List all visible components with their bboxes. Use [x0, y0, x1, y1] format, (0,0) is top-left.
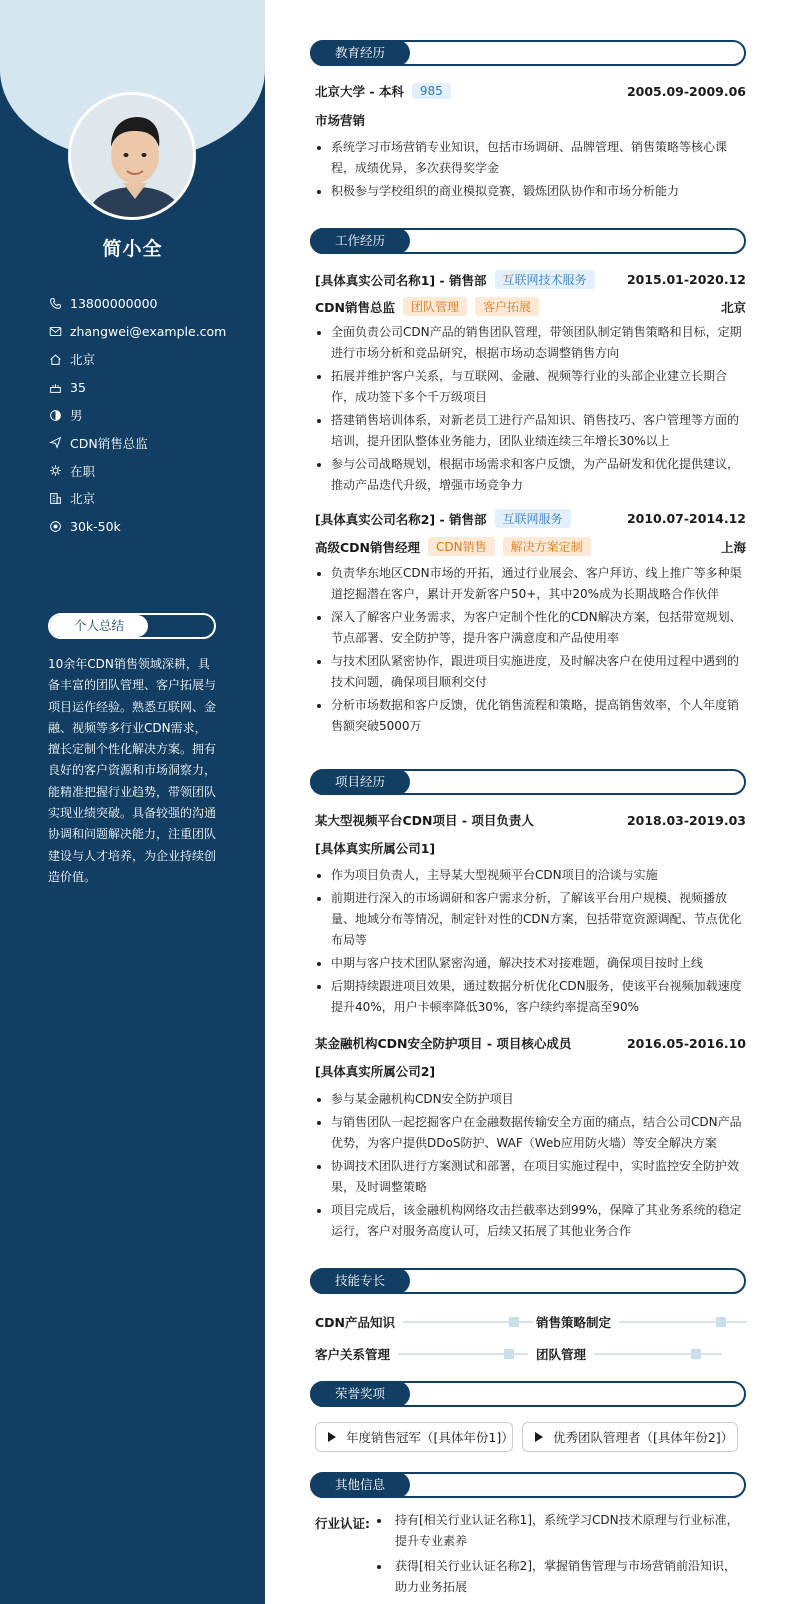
- certification-list: [373, 1510, 747, 1602]
- gender-icon: [48, 408, 62, 422]
- list-item: 负责华东地区CDN市场的开拓，通过行业展会、客户拜访、线上推广等多种渠道挖掘潜在客户，累计开发新客户50+，其中20%成为长期战略合作伙伴: [315, 563, 746, 605]
- job-bullets: [315, 322, 746, 498]
- list-item: 与销售团队一起挖掘客户在金融数据传输安全方面的痛点，结合公司CDN产品优势，为客户提供DDoS防护、WAF（Web应用防火墙）等安全解决方案: [315, 1112, 746, 1154]
- project-date: 2018.03-2019.03: [626, 812, 746, 828]
- info-text: 13800000000: [70, 296, 158, 312]
- school-name: 北京大学 - 本科: [315, 84, 404, 99]
- list-item: 拓展并维护客户关系，与互联网、金融、视频等行业的头部企业建立长期合作，成功签下多个千万级项目: [315, 366, 746, 408]
- info-text: 北京: [70, 352, 96, 368]
- phone-icon: [48, 297, 62, 311]
- projects-section-title: [310, 769, 746, 795]
- award-text: 优秀团队管理者（[具体年份2]）: [553, 1430, 734, 1445]
- skill-name: 团队管理: [536, 1347, 587, 1362]
- personal-summary: 10余年CDN销售领域深耕，具备丰富的团队管理、客户拓展与项目运作经验。熟悉互联网、金融、视频等多行业CDN需求，擅长定制个性化解决方案。拥有良好的客户资源和市场洞察力，能精准把握行业趋势，带领团队实现业绩突破。具备较强的沟通协调和问题解决能力，注重团队建设与人才培养，为企业持续创造价值。: [48, 657, 217, 884]
- section-title-label: 其他信息: [310, 1472, 410, 1498]
- skill-level-marker: [691, 1349, 701, 1359]
- section-title-label: 技能专长: [310, 1268, 410, 1294]
- play-icon: [328, 1432, 336, 1442]
- skill-name: 销售策略制定: [536, 1315, 612, 1330]
- age-icon: [48, 380, 62, 394]
- info-age: [48, 373, 248, 401]
- skills-section-title: [310, 1268, 746, 1294]
- info-email: [48, 318, 248, 346]
- send-icon: [48, 436, 62, 450]
- info-text: 30k-50k: [70, 518, 121, 534]
- company-name: [具体真实公司名称1] - 销售部: [315, 272, 487, 288]
- work-section-title: [310, 228, 746, 254]
- certification-label: 行业认证:: [315, 1516, 370, 1531]
- awards-section-title: [310, 1381, 746, 1407]
- job-position: 高级CDN销售经理: [315, 539, 421, 555]
- project-header: [315, 811, 746, 829]
- education-date: 2005.09-2009.06: [626, 83, 746, 99]
- major: 市场营销: [315, 113, 366, 128]
- project-header: [315, 1034, 746, 1052]
- list-item: 积极参与学校组织的商业模拟竞赛，锻炼团队协作和市场分析能力: [315, 181, 746, 202]
- info-city: [48, 485, 248, 513]
- list-item: 分析市场数据和客户反馈，优化销售流程和策略，提高销售效率，个人年度销售额突破5000万: [315, 695, 746, 737]
- skill-item: [536, 1345, 722, 1363]
- industry-tag: 互联网服务: [495, 509, 571, 528]
- building-icon: [48, 491, 62, 505]
- job-city: 上海: [720, 539, 746, 555]
- list-item: 作为项目负责人，主导某大型视频平台CDN项目的洽谈与实施: [315, 865, 746, 886]
- skill-tag: CDN销售: [428, 537, 495, 556]
- list-item: 前期进行深入的市场调研和客户需求分析，了解该平台用户规模、视频播放量、地域分布等情况，制定针对性的CDN方案，包括带宽资源调配、节点优化布局等: [315, 888, 746, 951]
- info-salary: [48, 512, 248, 540]
- mail-icon: [48, 325, 62, 339]
- sidebar: [0, 0, 265, 1604]
- skill-level-bar: [594, 1353, 722, 1355]
- play-icon: [535, 1432, 543, 1442]
- info-gender: [48, 401, 248, 429]
- list-item: 中期与客户技术团队紧密沟通，解决技术对接难题，确保项目按时上线: [315, 953, 746, 974]
- info-text: 北京: [70, 491, 96, 507]
- person-name: 简小全: [102, 238, 163, 260]
- info-location: [48, 346, 248, 374]
- project-bullets: [315, 1089, 746, 1244]
- education-bullets: [315, 137, 746, 204]
- status-icon: [48, 464, 62, 478]
- skill-item: [315, 1313, 533, 1331]
- company-name: [具体真实公司名称2] - 销售部: [315, 511, 487, 527]
- list-item: 获得[相关行业认证名称2]，掌握销售管理与市场营销前沿知识，助力业务拓展: [373, 1556, 747, 1598]
- info-text: 35: [70, 379, 86, 395]
- job-bullets: [315, 563, 746, 739]
- job-date: 2015.01-2020.12: [626, 272, 746, 287]
- project-company: [具体真实所属公司1]: [315, 841, 436, 856]
- list-item: 全面负责公司CDN产品的销售团队管理，带领团队制定销售策略和目标，定期进行市场分析和竞品研究，根据市场动态调整销售方向: [315, 322, 746, 364]
- skill-level-bar: [619, 1321, 747, 1323]
- award-item: [315, 1422, 513, 1452]
- job-city: 北京: [720, 299, 746, 315]
- skill-item: [315, 1345, 528, 1363]
- job-header: [315, 509, 746, 528]
- school-tag: 985: [412, 83, 451, 99]
- skill-name: 客户关系管理: [315, 1347, 391, 1362]
- skill-level-bar: [403, 1321, 533, 1323]
- skill-tag: 团队管理: [403, 297, 467, 316]
- avatar: [68, 92, 196, 220]
- contact-info-list: [48, 290, 248, 540]
- section-title-label: 教育经历: [310, 40, 410, 66]
- section-title-label: 项目经历: [310, 769, 410, 795]
- list-item: 与技术团队紧密协作，跟进项目实施进度，及时解决客户在使用过程中遇到的技术问题，确保项目顺利交付: [315, 651, 746, 693]
- project-company: [具体真实所属公司2]: [315, 1064, 436, 1079]
- education-section-title: [310, 40, 746, 66]
- info-status: [48, 457, 248, 485]
- summary-section-title: [48, 613, 216, 639]
- list-item: 搭建销售培训体系，对新老员工进行产品知识、销售技巧、客户管理等方面的培训，提升团队整体业务能力，团队业绩连续三年增长30%以上: [315, 410, 746, 452]
- job-subheader: [315, 297, 746, 316]
- project-bullets: [315, 865, 746, 1020]
- home-icon: [48, 352, 62, 366]
- list-item: 持有[相关行业认证名称1]，系统学习CDN技术原理与行业标准，提升专业素养: [373, 1510, 747, 1552]
- award-item: [522, 1422, 738, 1452]
- industry-tag: 互联网技术服务: [495, 270, 595, 289]
- job-header: [315, 270, 746, 289]
- skill-item: [536, 1313, 747, 1331]
- skill-name: CDN产品知识: [315, 1315, 396, 1330]
- info-text: CDN销售总监: [70, 435, 148, 451]
- award-text: 年度销售冠军（[具体年份1]）: [346, 1430, 514, 1445]
- skill-tag: 客户拓展: [475, 297, 539, 316]
- section-title-label: 荣誉奖项: [310, 1381, 410, 1407]
- info-text: 男: [70, 408, 83, 424]
- list-item: 项目完成后，该金融机构网络攻击拦截率达到99%，保障了其业务系统的稳定运行，客户对服务高度认可，后续又拓展了其他业务合作: [315, 1200, 746, 1242]
- skill-tag: 解决方案定制: [503, 537, 591, 556]
- list-item: 系统学习市场营销专业知识，包括市场调研、品牌管理、销售策略等核心课程，成绩优异，多次获得奖学金: [315, 137, 746, 179]
- info-phone: [48, 290, 248, 318]
- skill-level-bar: [398, 1353, 528, 1355]
- list-item: 后期持续跟进项目效果，通过数据分析优化CDN服务，使该平台视频加载速度提升40%，用户卡顿率降低30%，客户续约率提高至90%: [315, 976, 746, 1018]
- job-date: 2010.07-2014.12: [626, 511, 746, 526]
- skill-level-marker: [504, 1349, 514, 1359]
- list-item: 参与某金融机构CDN安全防护项目: [315, 1089, 746, 1110]
- section-title-label: 工作经历: [310, 228, 410, 254]
- other-section-title: [310, 1472, 746, 1498]
- info-text: 在职: [70, 463, 96, 479]
- list-item: 协调技术团队进行方案测试和部署，在项目实施过程中，实时监控安全防护效果，及时调整策略: [315, 1156, 746, 1198]
- project-date: 2016.05-2016.10: [626, 1035, 746, 1051]
- education-header: [315, 82, 746, 100]
- project-name: 某大型视频平台CDN项目 - 项目负责人: [315, 813, 534, 828]
- list-item: 参与公司战略规划，根据市场需求和客户反馈，为产品研发和优化提供建议，推动产品迭代升级，增强市场竞争力: [315, 454, 746, 496]
- list-item: 深入了解客户业务需求，为客户定制个性化的CDN解决方案，包括带宽规划、节点部署、安全防护等，提升客户满意度和产品使用率: [315, 607, 746, 649]
- job-position: CDN销售总监: [315, 299, 396, 315]
- salary-icon: [48, 519, 62, 533]
- project-name: 某金融机构CDN安全防护项目 - 项目核心成员: [315, 1036, 572, 1051]
- info-text: zhangwei@example.com: [70, 324, 227, 340]
- summary-title-label: 个人总结: [50, 615, 148, 637]
- info-position: [48, 429, 248, 457]
- skill-level-marker: [509, 1317, 519, 1327]
- job-subheader: [315, 537, 746, 556]
- skill-level-marker: [716, 1317, 726, 1327]
